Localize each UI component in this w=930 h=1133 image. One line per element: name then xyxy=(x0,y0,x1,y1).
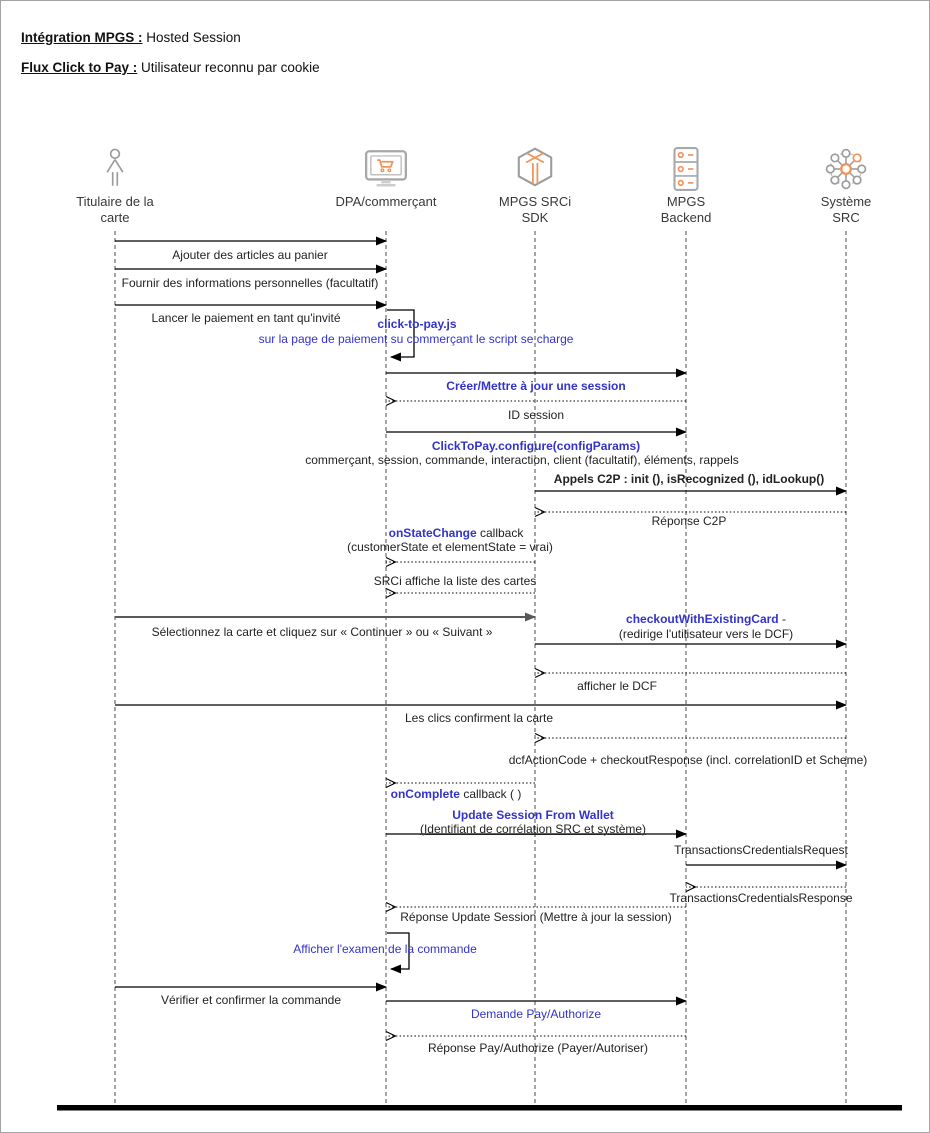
actor-label-backend: MPGS Backend xyxy=(660,194,712,225)
message-label: sur la page de paiement su commerçant le script se charge xyxy=(258,332,574,346)
message-label: Réponse C2P xyxy=(651,514,727,528)
message-label: (customerState et elementState = vrai) xyxy=(347,540,553,554)
message-label: onComplete callback ( ) xyxy=(390,787,522,801)
message-label: Réponse Update Session (Mettre à jour la session) xyxy=(400,910,672,924)
message-label: Réponse Pay/Authorize (Payer/Autoriser) xyxy=(427,1041,649,1055)
diagram-bottom-bar xyxy=(57,1105,902,1111)
message-label: Lancer le paiement en tant qu'invité xyxy=(151,311,341,325)
message-label: Ajouter des articles au panier xyxy=(172,248,328,262)
integration-label: Intégration MPGS : xyxy=(21,30,143,45)
package-icon xyxy=(512,146,558,192)
actor-label-srci-sdk: MPGS SRCi SDK xyxy=(498,194,572,225)
message-label: Vérifier et confirmer la commande xyxy=(160,993,342,1007)
network-icon xyxy=(823,146,869,192)
message-label: ClickToPay.configure(configParams) xyxy=(431,439,641,453)
diagram-lines xyxy=(1,1,930,1133)
message-label: onStateChange callback xyxy=(388,526,524,540)
message-label: Fournir des informations personnelles (facultatif) xyxy=(121,276,379,290)
message-label: Afficher l'examen de la commande xyxy=(293,942,477,956)
actor-label-src-system: Système SRC xyxy=(820,194,872,225)
message-label: (redirige l'utilisateur vers le DCF) xyxy=(618,627,794,641)
integration-value: Hosted Session xyxy=(146,30,241,45)
message-label: Update Session From Wallet xyxy=(452,808,614,822)
message-label: Les clics confirment la carte xyxy=(404,711,554,725)
flux-label: Flux Click to Pay : xyxy=(21,60,138,75)
message-label: afficher le DCF xyxy=(577,679,657,693)
actor-label-merchant: DPA/commerçant xyxy=(335,194,437,209)
message-label: ID session xyxy=(507,408,565,422)
person-icon xyxy=(92,146,138,192)
message-label: (Identifiant de corrélation SRC et système) xyxy=(419,822,647,836)
monitor-cart-icon xyxy=(363,146,409,192)
server-icon xyxy=(663,146,709,192)
message-label: TransactionsCredentialsResponse xyxy=(669,891,853,905)
message-label: SRCi affiche la liste des cartes xyxy=(373,574,537,588)
flux-value: Utilisateur reconnu par cookie xyxy=(141,60,320,75)
message-label: TransactionsCredentialsRequest xyxy=(674,843,848,857)
message-label: Demande Pay/Authorize xyxy=(470,1007,602,1021)
message-label: Sélectionnez la carte et cliquez sur « Continuer » ou « Suivant » xyxy=(151,625,493,639)
message-label: checkoutWithExistingCard - xyxy=(626,612,786,626)
actor-label-cardholder: Titulaire de la carte xyxy=(76,194,154,225)
message-label: click-to-pay.js xyxy=(377,317,457,331)
message-label: dcfActionCode + checkoutResponse (incl. correlationID et Scheme) xyxy=(508,753,868,767)
message-label: Appels C2P : init (), isRecognized (), idLookup() xyxy=(553,472,825,486)
message-label: commerçant, session, commande, interaction, client (facultatif), éléments, rappels xyxy=(305,453,739,467)
message-label: Créer/Mettre à jour une session xyxy=(446,379,626,393)
